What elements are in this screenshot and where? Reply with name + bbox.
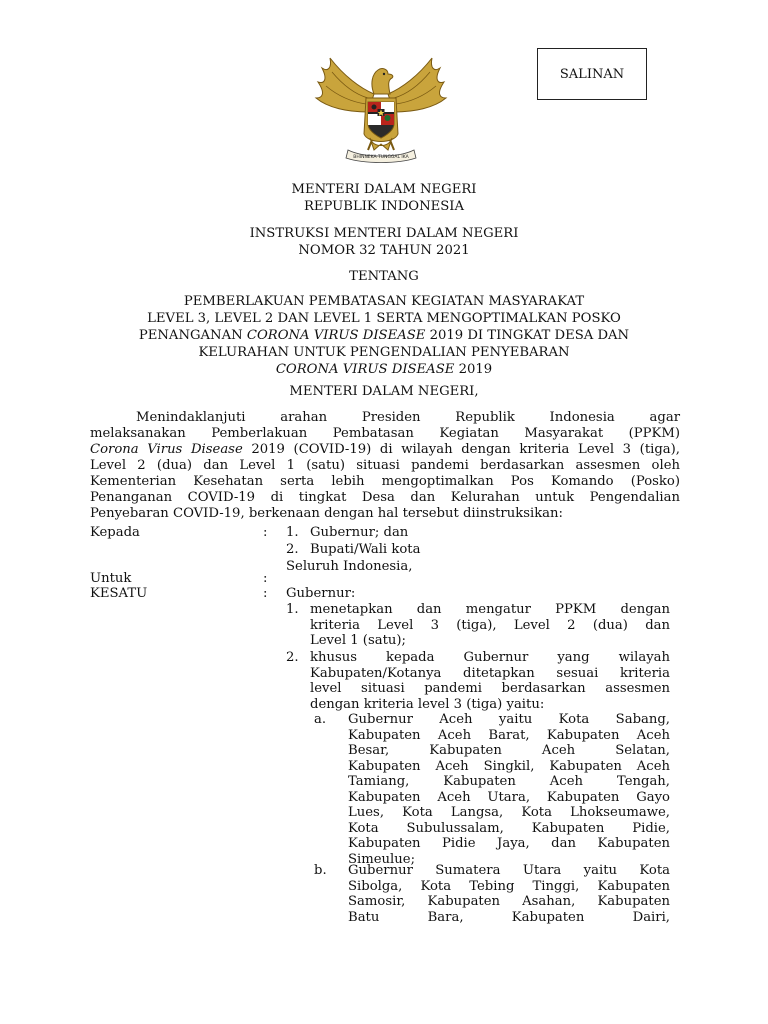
sub-a-line-4: Kabupaten Aceh Singkil, Kabupaten Aceh bbox=[348, 758, 670, 774]
sub-a-line-5: Tamiang, Kabupaten Aceh Tengah, bbox=[348, 774, 670, 789]
subject-line-3 bbox=[0, 327, 768, 344]
intro-line-7: Penyebaran COVID-19, berkenaan dengan hal tersebut diinstruksikan: bbox=[90, 506, 563, 521]
garuda-emblem-icon bbox=[308, 54, 454, 166]
sub-a-line-1: Gubernur Aceh yaitu Kota Sabang, bbox=[348, 712, 670, 727]
sub-b-letter: b. bbox=[314, 863, 327, 878]
intro-line-5: Kementerian Kesehatan serta lebih mengoptimalkan Pos Komando (Posko) bbox=[90, 474, 680, 489]
sub-a-line-7: Lues, Kota Langsa, Kota Lhokseumawe, bbox=[348, 805, 670, 820]
subject-line-1: PEMBERLAKUAN PEMBATASAN KEGIATAN MASYARAKAT bbox=[183, 294, 585, 309]
kesatu-item-1-num: 1. bbox=[286, 602, 299, 617]
sub-a-line-3: Besar, Kabupaten Aceh Selatan, bbox=[348, 743, 670, 758]
sub-a-block bbox=[348, 712, 670, 867]
sub-b-block bbox=[348, 863, 670, 925]
intro-line-3a: Corona Virus Disease bbox=[90, 442, 243, 457]
issuer-line-1: MENTERI DALAM NEGERI bbox=[291, 182, 477, 197]
subject-line-3c: 2019 DI TINGKAT DESA DAN bbox=[425, 328, 630, 343]
kesatu-colon: : bbox=[263, 586, 268, 601]
kepada-item-1: Gubernur; dan bbox=[310, 525, 409, 540]
sub-a-letter: a. bbox=[314, 712, 327, 727]
intro-line-3 bbox=[90, 442, 680, 458]
svg-text:BHINNEKA TUNGGAL IKA: BHINNEKA TUNGGAL IKA bbox=[353, 155, 409, 160]
untuk-colon: : bbox=[263, 571, 268, 586]
subject-line-3b: CORONA VIRUS DISEASE bbox=[246, 328, 426, 343]
intro-line-3b: 2019 (COVID-19) di wilayah dengan kriteria Level 3 (tiga), bbox=[242, 442, 680, 457]
kesatu-item-2-line-1: khusus kepada Gubernur yang wilayah bbox=[310, 650, 670, 665]
sub-a-line-6: Kabupaten Aceh Utara, Kabupaten Gayo bbox=[348, 789, 670, 805]
kesatu-item-1-line-1: menetapkan dan mengatur PPKM dengan bbox=[310, 602, 670, 617]
sub-a-line-9: Kabupaten Pidie Jaya, dan Kabupaten bbox=[348, 836, 670, 851]
kesatu-item-2-line-2: Kabupaten/Kotanya ditetapkan sesuai kriteria bbox=[310, 665, 670, 681]
kesatu-item-1-line-2: kriteria Level 3 (tiga), Level 2 (dua) dan bbox=[310, 617, 670, 633]
intro-line-6: Penanganan COVID-19 di tingkat Desa dan Kelurahan untuk Pengendalian bbox=[90, 490, 680, 505]
minister-heading: MENTERI DALAM NEGERI, bbox=[289, 384, 479, 399]
intro-paragraph bbox=[90, 410, 680, 522]
kepada-tail: Seluruh Indonesia, bbox=[286, 559, 413, 574]
kepada-colon: : bbox=[263, 525, 268, 540]
sub-a-line-10: Simeulue; bbox=[348, 851, 416, 867]
kepada-item-1-num: 1. bbox=[286, 525, 299, 540]
kesatu-item-1 bbox=[310, 602, 670, 649]
issuer-line-2: REPUBLIK INDONESIA bbox=[303, 199, 465, 214]
intro-line-2: melaksanakan Pemberlakuan Pembatasan Kegiatan Masyarakat (PPKM) bbox=[90, 426, 680, 441]
instruction-number: NOMOR 32 TAHUN 2021 bbox=[298, 243, 470, 258]
sub-a-line-2: Kabupaten Aceh Barat, Kabupaten Aceh bbox=[348, 727, 670, 743]
subject-line-2: LEVEL 3, LEVEL 2 DAN LEVEL 1 SERTA MENGOPTIMALKAN POSKO bbox=[147, 311, 621, 326]
sub-b-line-2: Sibolga, Kota Tebing Tinggi, Kabupaten bbox=[348, 878, 670, 894]
intro-line-1: Menindaklanjuti arahan Presiden Republik Indonesia agar bbox=[136, 410, 680, 425]
kepada-item-2: Bupati/Wali kota bbox=[310, 542, 421, 557]
sub-b-line-4: Batu Bara, Kabupaten Dairi, bbox=[348, 909, 670, 925]
subject-line-4: KELURAHAN UNTUK PENGENDALIAN PENYEBARAN bbox=[198, 345, 570, 360]
stamp-label: SALINAN bbox=[559, 66, 625, 82]
sub-b-line-1: Gubernur Sumatera Utara yaitu Kota bbox=[348, 863, 670, 878]
kesatu-item-2-num: 2. bbox=[286, 650, 299, 665]
kepada-label: Kepada bbox=[90, 525, 140, 540]
kesatu-item-2 bbox=[310, 650, 670, 712]
untuk-label: Untuk bbox=[90, 571, 132, 586]
intro-line-4: Level 2 (dua) dan Level 1 (satu) situasi pandemi berdasarkan assesmen oleh bbox=[90, 458, 680, 473]
kesatu-label: KESATU bbox=[90, 586, 148, 601]
kesatu-item-2-line-3: level situasi pandemi berdasarkan assesmen bbox=[310, 681, 670, 696]
instruction-title: INSTRUKSI MENTERI DALAM NEGERI bbox=[249, 226, 519, 241]
kepada-item-2-num: 2. bbox=[286, 542, 299, 557]
subject-line-5 bbox=[0, 361, 768, 378]
subject-line-5b: 2019 bbox=[454, 362, 493, 377]
subject-line-3a: PENANGANAN bbox=[138, 328, 247, 343]
kesatu-head: Gubernur: bbox=[286, 586, 356, 601]
sub-b-line-3: Samosir, Kabupaten Asahan, Kabupaten bbox=[348, 894, 670, 909]
about-label: TENTANG bbox=[349, 269, 419, 284]
sub-a-line-8: Kota Subulussalam, Kabupaten Pidie, bbox=[348, 820, 670, 836]
kesatu-item-1-line-3: Level 1 (satu); bbox=[310, 633, 406, 648]
salinan-stamp bbox=[537, 48, 647, 100]
kesatu-item-2-line-4: dengan kriteria level 3 (tiga) yaitu: bbox=[310, 696, 545, 712]
subject-line-5a: CORONA VIRUS DISEASE bbox=[275, 362, 455, 377]
